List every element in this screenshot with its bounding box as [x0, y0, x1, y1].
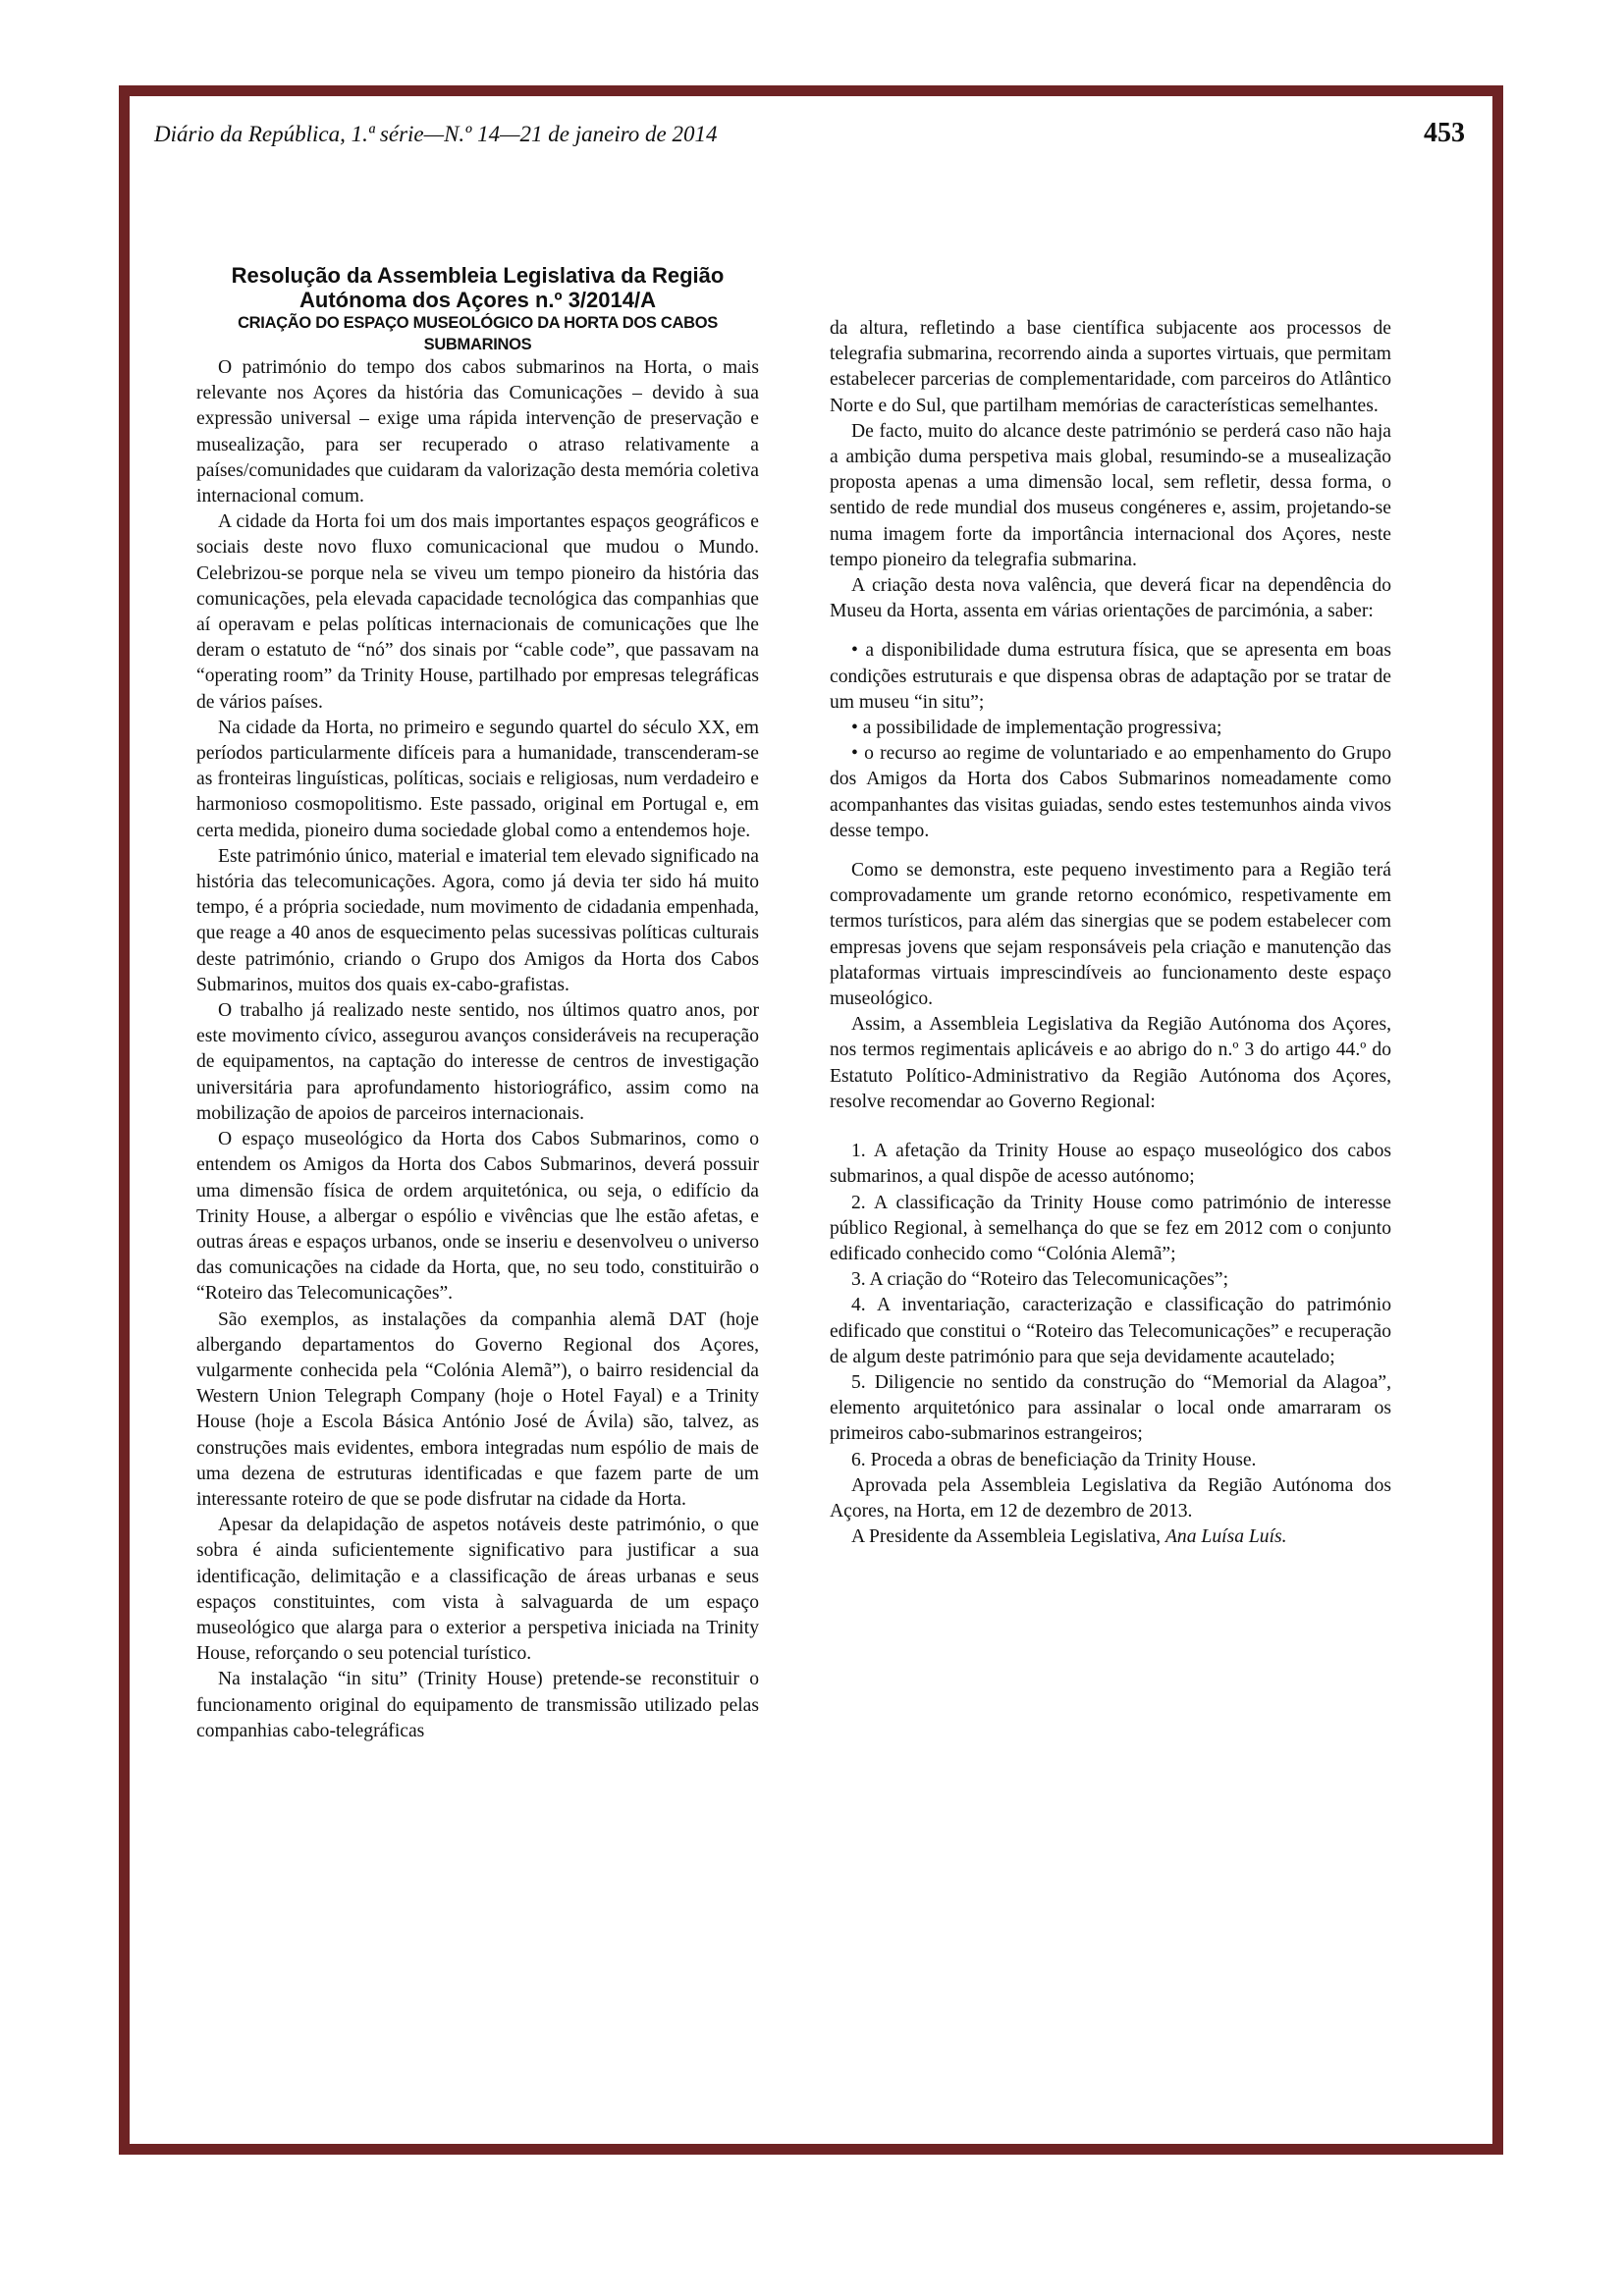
recommendation-item: 2. A classificação da Trinity House como património de interesse público Regional, à semelhança do que se fez em 2012 com o conjunto edificado conhecido como “Colónia Alemã”; [830, 1192, 1391, 1264]
recommendation-item: 1. A afetação da Trinity House ao espaço museológico dos cabos submarinos, a qual dispõe de acesso autónomo; [830, 1141, 1391, 1188]
recommendation-list [830, 1139, 1391, 1473]
paragraph: O trabalho já realizado neste sentido, nos últimos quatro anos, por este movimento cívico, assegurou avanços consideráveis na recuperação de equipamentos, na captação do interesse de centros de investigação universitária para aprofundamento historiográfico, assim como na mobilização de apoios de parceiros internacionais. [196, 1000, 759, 1124]
recommendation-item: 5. Diligencie no sentido da construção do “Memorial da Alagoa”, elemento arquitetónico para assinalar o local onde amarraram os primeiros cabo-submarinos estrangeiros; [830, 1371, 1391, 1445]
bullet-item: • o recurso ao regime de voluntariado e ao empenhamento do Grupo dos Amigos da Horta dos Cabos Submarinos nomeadamente como acompanhantes das visitas guiadas, sendo estes testemunhos ainda vivos desse tempo. [830, 743, 1391, 841]
paragraph: Assim, a Assembleia Legislativa da Região Autónoma dos Açores, nos termos regimentais aplicáveis e ao abrigo do n.º 3 do artigo 44.º do Estatuto Político-Administrativo da Região Autónoma dos Açores, resolve recomendar ao Governo Regional: [830, 1014, 1391, 1112]
paragraph: O património do tempo dos cabos submarinos na Horta, o mais relevante nos Açores da história das Comunicações – devido à sua expressão universal – exige uma rápida intervenção de preservação e musealização, para ser recuperado o atraso relativamente a países/comunidades que cuidaram da valorização desta memória coletiva internacional comum. [196, 357, 759, 507]
page-header [154, 118, 1465, 157]
recommendation-item: 3. A criação do “Roteiro das Telecomunicações”; [851, 1269, 1229, 1291]
resolution-subtitle: CRIAÇÃO DO ESPAÇO MUSEOLÓGICO DA HORTA DOS CABOS SUBMARINOS [238, 314, 718, 353]
paragraph: De facto, muito do alcance deste património se perderá caso não haja a ambição duma perspetiva mais global, resumindo-se a musealização proposta apenas a uma dimensão local, sem refletir, dessa forma, o sentido de rede mundial dos museus congéneres e, assim, projetando-se numa imagem forte da importância internacional dos Açores, neste tempo pioneiro da telegrafia submarina. [830, 420, 1391, 570]
page-number: 453 [1424, 118, 1465, 148]
paragraph: O espaço museológico da Horta dos Cabos Submarinos, como o entendem os Amigos da Horta dos Cabos Submarinos, deverá possuir uma dimensão física de ordem arquitetónica, ou seja, o edifício da Trinity House, a albergar o espólio e vivências que lhe estão afetas, e outras áreas e espaços urbanos, onde se inseriu e desenvolveu o universo das comunicações na cidade da Horta, que, no seu todo, constituirão o “Roteiro das Telecomunicações”. [196, 1129, 759, 1305]
paragraph: São exemplos, as instalações da companhia alemã DAT (hoje albergando departamentos do Governo Regional dos Açores, vulgarmente conhecida pela “Colónia Alemã”), o bairro residencial da Western Union Telegraph Company (hoje o Hotel Fayal) e a Trinity House (hoje a Escola Básica António José de Ávila) são, talvez, as construções mais evidentes, embora integradas num espólio de mais de uma dezena de estruturas identificadas e que fazem parte de um interessante roteiro de que se pode disfrutar na cidade da Horta. [196, 1308, 759, 1510]
paragraph: Na instalação “in situ” (Trinity House) pretende-se reconstituir o funcionamento original do equipamento de transmissão utilizado pelas companhias cabo-telegráficas [196, 1669, 759, 1741]
spacer [830, 1115, 1391, 1139]
paragraph: Este património único, material e imaterial tem elevado significado na história das telecomunicações. Agora, como já devia ter sido há muito tempo, é a própria sociedade, num movimento de cidadania empenhada, que reage a 40 anos de esquecimento pelas sucessivas políticas culturais deste património, criando o Grupo dos Amigos da Horta dos Cabos Submarinos, muitos dos quais ex-cabo-grafistas. [196, 845, 759, 995]
paragraph: Como se demonstra, este pequeno investimento para a Região terá comprovadamente um grande retorno económico, respetivamente em termos turísticos, para além das sinergias que se podem estabelecer com empresas jovens que sejam responsáveis pela criação e manutenção das plataformas virtuais imprescindíveis ao funcionamento deste espaço museológico. [830, 860, 1391, 1010]
paragraph: Apesar da delapidação de aspetos notáveis deste património, o que sobra é ainda suficientemente significativo para justificar a sua identificação, delimitação e a classificação de áreas urbanas e seus espaços constituintes, com vista à salvaguarda de um espaço museológico que alarga para o exterior a perspetiva iniciada na Trinity House, reforçando o seu potencial turístico. [196, 1515, 759, 1665]
signature-role: A Presidente da Assembleia Legislativa, [851, 1526, 1162, 1548]
paragraph: da altura, refletindo a base científica subjacente aos processos de telegrafia submarina, recorrendo ainda a suportes virtuais, que permitam estabelecer parcerias de complementaridade, com parceiros do Atlântico Norte e do Sul, que partilham memórias de características semelhantes. [830, 318, 1391, 416]
paragraph: A cidade da Horta foi um dos mais importantes espaços geográficos e sociais deste novo fluxo comunicacional que mudou o Mundo. Celebrizou-se porque nela se viveu um tempo pioneiro da história das comunicações, pela elevada capacidade tecnológica das companhias que aí operavam e pelas políticas internacionais de comunicações que lhe deram o estatuto de “nó” dos sinais por “cable code”, que passavam na “operating room” da Trinity House, partilhado por empresas telegráficas de vários países. [196, 511, 759, 713]
signature-line [830, 1524, 1391, 1550]
paragraph: Na cidade da Horta, no primeiro e segundo quartel do século XX, em períodos particularmente difíceis para a humanidade, transcenderam-se as fronteiras linguísticas, políticas, sociais e religiosas, num verdadeiro e harmonioso cosmopolitismo. Este passado, original em Portugal e, em certa medida, pioneiro duma sociedade global como a entendemos hoje. [196, 717, 759, 841]
bullet-item: • a disponibilidade duma estrutura física, que se apresenta em boas condições estruturais e que dispensa obras de adaptação por se tratar de um museu “in situ”; [830, 640, 1391, 713]
signature-name: Ana Luísa Luís. [1164, 1526, 1287, 1548]
paragraph: A criação desta nova valência, que deverá ficar na dependência do Museu da Horta, assenta em várias orientações de parcimónia, a saber: [830, 575, 1391, 622]
bullet-list [830, 638, 1391, 844]
page-frame [119, 85, 1503, 2155]
bullet-item: • a possibilidade de implementação progressiva; [851, 718, 1222, 739]
right-column [830, 316, 1391, 1550]
left-column [196, 263, 759, 1744]
journal-header: Diário da República, 1.ª série—N.º 14—21 de janeiro de 2014 [154, 122, 718, 146]
resolution-title: Resolução da Assembleia Legislativa da Região Autónoma dos Açores n.º 3/2014/A [231, 263, 725, 312]
approval-statement: Aprovada pela Assembleia Legislativa da Região Autónoma dos Açores, na Horta, em 12 de dezembro de 2013. [830, 1474, 1391, 1522]
recommendation-item: 6. Proceda a obras de beneficiação da Trinity House. [851, 1449, 1257, 1470]
recommendation-item: 4. A inventariação, caracterização e classificação do património edificado que constitui o “Roteiro das Telecomunicações” e recuperação de algum deste património para que seja devidamente acautelado; [830, 1295, 1391, 1367]
